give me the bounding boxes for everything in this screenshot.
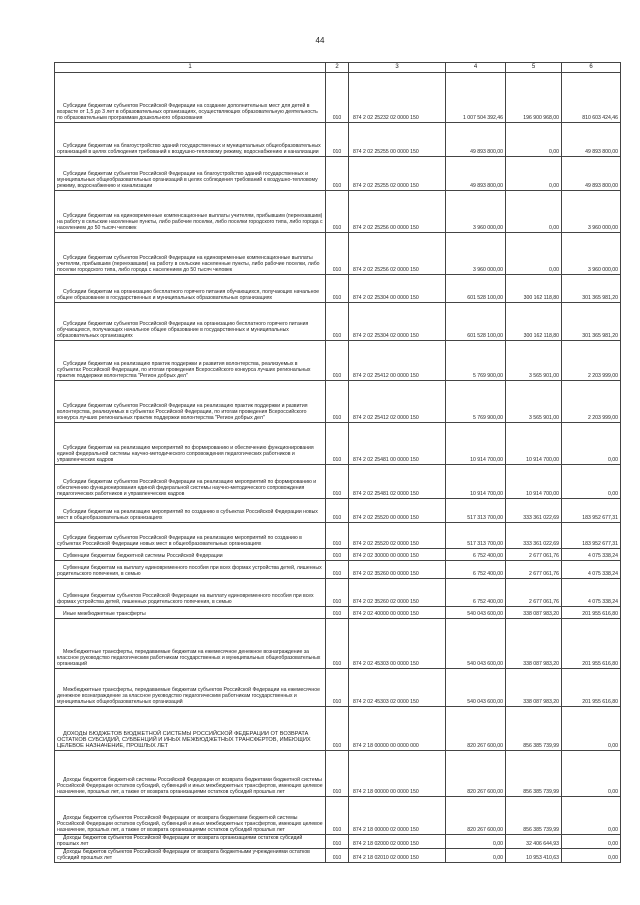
row-budget-code: 874 2 02 40000 00 0000 150 bbox=[349, 607, 446, 619]
row-approved-amount: 1 007 504 392,46 bbox=[446, 73, 506, 123]
row-description: Субсидии бюджетам субъектов Российской Федерации на благоустройство зданий государственных и муниципальных общеобразовательных организаций в целях соблюдения требований к воздушно-тепловому режиму, водоснабжению и канализации bbox=[55, 157, 326, 191]
row-approved-amount: 10 914 700,00 bbox=[446, 465, 506, 499]
header-col-6: 6 bbox=[562, 63, 621, 73]
row-description: Иные межбюджетные трансферты bbox=[55, 607, 326, 619]
row-budget-code: 874 2 02 25412 02 0000 150 bbox=[349, 381, 446, 423]
row-approved-amount: 0,00 bbox=[446, 835, 506, 849]
row-approved-amount: 6 752 400,00 bbox=[446, 561, 506, 579]
row-description: Субвенции бюджетам субъектов Российской Федерации на выплату единовременного пособия при всех формах устройства детей, лишенных родительского попечения, в семью bbox=[55, 579, 326, 607]
row-description: Субсидии бюджетам на организацию бесплатного горячего питания обучающихся, получающих начальное общее образование в государственных и муниципальных образовательных организациях bbox=[55, 275, 326, 303]
row-executed-amount: 0,00 bbox=[506, 233, 562, 275]
row-remaining-amount: 2 203 999,00 bbox=[562, 341, 621, 381]
table-row bbox=[55, 607, 621, 619]
row-description: Субсидии бюджетам субъектов Российской Федерации на создание дополнительных мест для детей в возрасте от 1,5 до 3 лет в образовательных организациях, осуществляющих образовательную деятельность по образовательным программам дошкольного образования bbox=[55, 73, 326, 123]
row-budget-code: 874 2 02 25520 00 0000 150 bbox=[349, 499, 446, 523]
row-remaining-amount: 4 075 338,24 bbox=[562, 561, 621, 579]
row-remaining-amount: 0,00 bbox=[562, 835, 621, 849]
row-line-code: 010 bbox=[326, 523, 349, 549]
table-row bbox=[55, 157, 621, 191]
row-approved-amount: 5 769 900,00 bbox=[446, 341, 506, 381]
row-description: Доходы бюджетов бюджетной системы Российской Федерации от возврата бюджетами бюджетной системы Российской Федерации остатков субсидий, субвенций и иных межбюджетных трансфертов, имеющих целевое назначение, прошлых лет, а также от возврата организациями остатков субсидий прошлых лет bbox=[55, 751, 326, 797]
row-approved-amount: 49 893 800,00 bbox=[446, 123, 506, 157]
table-row bbox=[55, 73, 621, 123]
row-executed-amount: 856 385 739,99 bbox=[506, 751, 562, 797]
table-row bbox=[55, 849, 621, 863]
table-row bbox=[55, 275, 621, 303]
row-remaining-amount: 4 075 338,24 bbox=[562, 549, 621, 561]
header-col-2: 2 bbox=[326, 63, 349, 73]
row-line-code: 010 bbox=[326, 849, 349, 863]
table-row bbox=[55, 423, 621, 465]
table-row bbox=[55, 579, 621, 607]
row-budget-code: 874 2 02 45303 00 0000 150 bbox=[349, 619, 446, 669]
row-budget-code: 874 2 18 00000 02 0000 150 bbox=[349, 797, 446, 835]
row-executed-amount: 0,00 bbox=[506, 123, 562, 157]
row-line-code: 010 bbox=[326, 381, 349, 423]
row-budget-code: 874 2 02 25256 02 0000 150 bbox=[349, 233, 446, 275]
row-line-code: 010 bbox=[326, 423, 349, 465]
table-row bbox=[55, 381, 621, 423]
row-remaining-amount: 49 893 800,00 bbox=[562, 157, 621, 191]
row-line-code: 010 bbox=[326, 465, 349, 499]
row-description: Субсидии бюджетам субъектов Российской Федерации на реализацию мероприятий по созданию в субъектах Российской Федерации новых мест в общеобразовательных организациях bbox=[55, 523, 326, 549]
row-executed-amount: 10 953 410,63 bbox=[506, 849, 562, 863]
row-line-code: 010 bbox=[326, 607, 349, 619]
row-line-code: 010 bbox=[326, 275, 349, 303]
table-row bbox=[55, 191, 621, 233]
row-remaining-amount: 0,00 bbox=[562, 423, 621, 465]
row-executed-amount: 196 900 968,00 bbox=[506, 73, 562, 123]
row-line-code: 010 bbox=[326, 341, 349, 381]
row-approved-amount: 0,00 bbox=[446, 849, 506, 863]
row-line-code: 010 bbox=[326, 549, 349, 561]
row-description: Доходы бюджетов субъектов Российской Федерации от возврата бюджетными учреждениями остатков субсидий прошлых лет bbox=[55, 849, 326, 863]
table-row bbox=[55, 561, 621, 579]
row-executed-amount: 0,00 bbox=[506, 191, 562, 233]
table-row bbox=[55, 619, 621, 669]
row-line-code: 010 bbox=[326, 123, 349, 157]
row-approved-amount: 820 267 600,00 bbox=[446, 751, 506, 797]
row-line-code: 010 bbox=[326, 233, 349, 275]
row-approved-amount: 3 960 000,00 bbox=[446, 233, 506, 275]
row-description: Межбюджетные трансферты, передаваемые бюджетам субъектов Российской Федерации на ежемесячное денежное вознаграждение за классное руководство педагогическим работникам государственных и муниципальных общеобразовательных организаций bbox=[55, 669, 326, 707]
row-budget-code: 874 2 02 25520 02 0000 150 bbox=[349, 523, 446, 549]
row-line-code: 010 bbox=[326, 619, 349, 669]
table-row bbox=[55, 751, 621, 797]
row-approved-amount: 6 752 400,00 bbox=[446, 579, 506, 607]
row-remaining-amount: 0,00 bbox=[562, 797, 621, 835]
row-budget-code: 874 2 02 25412 00 0000 150 bbox=[349, 341, 446, 381]
table-row bbox=[55, 341, 621, 381]
row-approved-amount: 601 528 100,00 bbox=[446, 303, 506, 341]
header-row bbox=[55, 63, 621, 73]
row-description: Субсидии бюджетам на реализацию мероприятий по созданию в субъектах Российской Федерации новых мест в общеобразовательных организациях bbox=[55, 499, 326, 523]
table-row bbox=[55, 499, 621, 523]
row-approved-amount: 49 893 800,00 bbox=[446, 157, 506, 191]
revenue-table bbox=[54, 62, 621, 863]
table-row bbox=[55, 303, 621, 341]
row-executed-amount: 2 677 061,76 bbox=[506, 549, 562, 561]
row-approved-amount: 5 769 900,00 bbox=[446, 381, 506, 423]
row-line-code: 010 bbox=[326, 73, 349, 123]
row-approved-amount: 517 313 700,00 bbox=[446, 499, 506, 523]
row-description: Межбюджетные трансферты, передаваемые бюджетам на ежемесячное денежное вознаграждение за классное руководство педагогическим работникам государственных и муниципальных общеобразовательных организаций bbox=[55, 619, 326, 669]
row-line-code: 010 bbox=[326, 191, 349, 233]
row-description: Субвенции бюджетам на выплату единовременного пособия при всех формах устройства детей, лишенных родительского попечения, в семью bbox=[55, 561, 326, 579]
row-remaining-amount: 4 075 338,24 bbox=[562, 579, 621, 607]
row-line-code: 010 bbox=[326, 835, 349, 849]
row-line-code: 010 bbox=[326, 157, 349, 191]
row-approved-amount: 820 267 600,00 bbox=[446, 707, 506, 751]
row-executed-amount: 333 361 022,69 bbox=[506, 499, 562, 523]
header-col-3: 3 bbox=[349, 63, 446, 73]
row-budget-code: 874 2 18 02010 02 0000 150 bbox=[349, 849, 446, 863]
row-executed-amount: 338 087 983,20 bbox=[506, 669, 562, 707]
row-line-code: 010 bbox=[326, 303, 349, 341]
row-budget-code: 874 2 02 25255 00 0000 150 bbox=[349, 123, 446, 157]
row-description: ДОХОДЫ БЮДЖЕТОВ БЮДЖЕТНОЙ СИСТЕМЫ РОССИЙСКОЙ ФЕДЕРАЦИИ ОТ ВОЗВРАТА ОСТАТКОВ СУБСИДИЙ, СУБВЕНЦИЙ И ИНЫХ МЕЖБЮДЖЕТНЫХ ТРАНСФЕРТОВ, ИМЕЮЩИХ ЦЕЛЕВОЕ НАЗНАЧЕНИЕ, ПРОШЛЫХ ЛЕТ bbox=[55, 707, 326, 751]
row-description: Субсидии бюджетам на благоустройство зданий государственных и муниципальных общеобразовательных организаций в целях соблюдения требований к воздушно-тепловому режиму, водоснабжению и канализации bbox=[55, 123, 326, 157]
row-line-code: 010 bbox=[326, 751, 349, 797]
row-remaining-amount: 3 960 000,00 bbox=[562, 233, 621, 275]
row-remaining-amount: 2 203 999,00 bbox=[562, 381, 621, 423]
row-remaining-amount: 301 365 981,20 bbox=[562, 303, 621, 341]
row-approved-amount: 3 960 000,00 bbox=[446, 191, 506, 233]
row-budget-code: 874 2 02 35260 00 0000 150 bbox=[349, 561, 446, 579]
row-remaining-amount: 0,00 bbox=[562, 465, 621, 499]
row-budget-code: 874 2 02 35260 02 0000 150 bbox=[349, 579, 446, 607]
row-budget-code: 874 2 02 25255 02 0000 150 bbox=[349, 157, 446, 191]
row-line-code: 010 bbox=[326, 579, 349, 607]
row-approved-amount: 6 752 400,00 bbox=[446, 549, 506, 561]
row-remaining-amount: 201 955 616,80 bbox=[562, 607, 621, 619]
row-description: Субсидии бюджетам на единовременные компенсационные выплаты учителям, прибывшим (переехавшим) на работу в сельские населенные пункты, либо рабочие поселки, либо поселки городского типа, либо города с населением до 50 тысяч человек bbox=[55, 191, 326, 233]
row-executed-amount: 10 914 700,00 bbox=[506, 465, 562, 499]
row-executed-amount: 338 087 983,20 bbox=[506, 619, 562, 669]
row-executed-amount: 856 385 739,99 bbox=[506, 797, 562, 835]
row-description: Субсидии бюджетам субъектов Российской Федерации на реализацию мероприятий по формированию и обеспечению функционирования единой федеральной системы научно-методического сопровождения педагогических работников и управленческих кадров bbox=[55, 465, 326, 499]
row-approved-amount: 540 043 600,00 bbox=[446, 619, 506, 669]
table-row bbox=[55, 465, 621, 499]
table-row bbox=[55, 123, 621, 157]
row-budget-code: 874 2 02 45303 02 0000 150 bbox=[349, 669, 446, 707]
row-description: Субсидии бюджетам субъектов Российской Федерации на единовременные компенсационные выплаты учителям, прибывшим (переехавшим) на работу в сельские населенные пункты, либо рабочие поселки, либо поселки городского типа, либо города с населением до 50 тысяч человек bbox=[55, 233, 326, 275]
table-row bbox=[55, 669, 621, 707]
row-budget-code: 874 2 02 30000 00 0000 150 bbox=[349, 549, 446, 561]
row-executed-amount: 3 565 901,00 bbox=[506, 381, 562, 423]
row-remaining-amount: 0,00 bbox=[562, 707, 621, 751]
row-approved-amount: 540 043 600,00 bbox=[446, 607, 506, 619]
row-budget-code: 874 2 02 25304 00 0000 150 bbox=[349, 275, 446, 303]
row-remaining-amount: 0,00 bbox=[562, 849, 621, 863]
row-line-code: 010 bbox=[326, 669, 349, 707]
row-line-code: 010 bbox=[326, 561, 349, 579]
row-description: Доходы бюджетов субъектов Российской Федерации от возврата бюджетами бюджетной системы Российской Федерации остатков субсидий, субвенций и иных межбюджетных трансфертов, имеющих целевое назначение, прошлых лет, а также от возврата организациями остатков субсидий прошлых лет bbox=[55, 797, 326, 835]
table-row bbox=[55, 707, 621, 751]
row-remaining-amount: 301 365 981,20 bbox=[562, 275, 621, 303]
row-approved-amount: 601 528 100,00 bbox=[446, 275, 506, 303]
row-executed-amount: 32 406 644,93 bbox=[506, 835, 562, 849]
row-executed-amount: 0,00 bbox=[506, 157, 562, 191]
row-executed-amount: 333 361 022,69 bbox=[506, 523, 562, 549]
row-remaining-amount: 183 952 677,31 bbox=[562, 523, 621, 549]
row-budget-code: 874 2 02 25232 02 0000 150 bbox=[349, 73, 446, 123]
row-approved-amount: 820 267 600,00 bbox=[446, 797, 506, 835]
header-col-5: 5 bbox=[506, 63, 562, 73]
row-executed-amount: 2 677 061,76 bbox=[506, 561, 562, 579]
row-approved-amount: 10 914 700,00 bbox=[446, 423, 506, 465]
row-executed-amount: 856 385 739,99 bbox=[506, 707, 562, 751]
row-executed-amount: 2 677 061,76 bbox=[506, 579, 562, 607]
header-col-1: 1 bbox=[55, 63, 326, 73]
row-line-code: 010 bbox=[326, 499, 349, 523]
row-executed-amount: 10 914 700,00 bbox=[506, 423, 562, 465]
table-row bbox=[55, 549, 621, 561]
row-remaining-amount: 3 960 000,00 bbox=[562, 191, 621, 233]
row-approved-amount: 540 043 600,00 bbox=[446, 669, 506, 707]
table-row bbox=[55, 835, 621, 849]
row-remaining-amount: 810 603 424,46 bbox=[562, 73, 621, 123]
table-body bbox=[55, 73, 621, 863]
row-description: Субсидии бюджетам субъектов Российской Федерации на реализацию практик поддержки и развития волонтерства, реализуемых в субъектах Российской Федерации, по итогам проведения Всероссийского конкурса лучших региональных практик поддержки волонтерства "Регион добрых дел" bbox=[55, 381, 326, 423]
row-budget-code: 874 2 02 25256 00 0000 150 bbox=[349, 191, 446, 233]
row-executed-amount: 300 162 118,80 bbox=[506, 275, 562, 303]
row-description: Субсидии бюджетам на реализацию практик поддержки и развития волонтерства, реализуемых в субъектах Российской Федерации, по итогам проведения Всероссийского конкурса лучших региональных практик поддержки волонтерства "Регион добрых дел" bbox=[55, 341, 326, 381]
row-remaining-amount: 201 955 616,80 bbox=[562, 669, 621, 707]
row-remaining-amount: 0,00 bbox=[562, 751, 621, 797]
row-budget-code: 874 2 18 00000 00 0000 150 bbox=[349, 751, 446, 797]
row-remaining-amount: 183 952 677,31 bbox=[562, 499, 621, 523]
row-description: Субсидии бюджетам субъектов Российской Федерации на организацию бесплатного горячего питания обучающихся, получающих начальное общее образование в государственных и муниципальных образовательных организациях bbox=[55, 303, 326, 341]
row-budget-code: 874 2 02 25481 00 0000 150 bbox=[349, 423, 446, 465]
row-remaining-amount: 201 955 616,80 bbox=[562, 619, 621, 669]
header-col-4: 4 bbox=[446, 63, 506, 73]
table-row bbox=[55, 523, 621, 549]
row-executed-amount: 300 162 118,80 bbox=[506, 303, 562, 341]
row-line-code: 010 bbox=[326, 707, 349, 751]
page-number: 44 bbox=[315, 36, 325, 45]
row-description: Субсидии бюджетам на реализацию мероприятий по формированию и обеспечению функционирования единой федеральной системы научно-методического сопровождения педагогических работников и управленческих кадров bbox=[55, 423, 326, 465]
table-row bbox=[55, 233, 621, 275]
row-budget-code: 874 2 18 02000 02 0000 150 bbox=[349, 835, 446, 849]
row-executed-amount: 338 087 983,20 bbox=[506, 607, 562, 619]
row-approved-amount: 517 313 700,00 bbox=[446, 523, 506, 549]
row-budget-code: 874 2 18 00000 00 0000 000 bbox=[349, 707, 446, 751]
row-executed-amount: 3 565 901,00 bbox=[506, 341, 562, 381]
row-budget-code: 874 2 02 25481 02 0000 150 bbox=[349, 465, 446, 499]
row-line-code: 010 bbox=[326, 797, 349, 835]
row-description: Субвенции бюджетам бюджетной системы Российской Федерации bbox=[55, 549, 326, 561]
row-description: Доходы бюджетов субъектов Российской Федерации от возврата организациями остатков субсидий прошлых лет bbox=[55, 835, 326, 849]
table-row bbox=[55, 797, 621, 835]
row-remaining-amount: 49 893 800,00 bbox=[562, 123, 621, 157]
row-budget-code: 874 2 02 25304 02 0000 150 bbox=[349, 303, 446, 341]
